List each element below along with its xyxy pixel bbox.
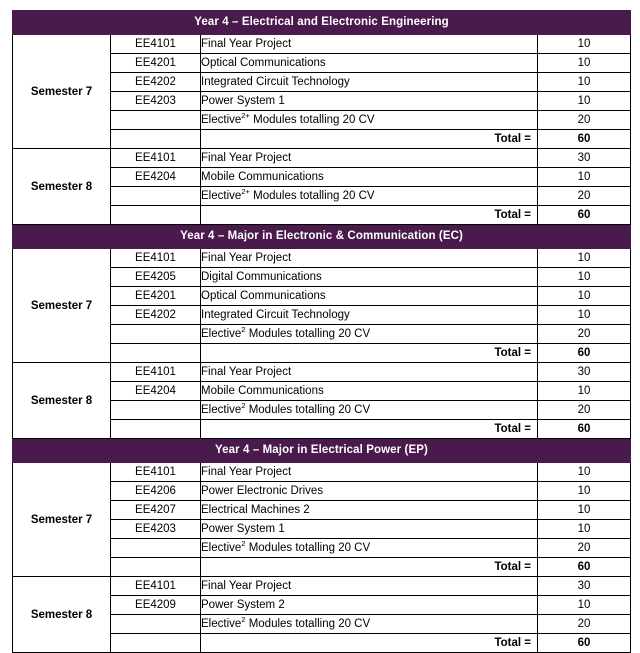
module-title xyxy=(201,73,538,92)
module-title xyxy=(201,596,538,615)
module-title-text: Final Year Project xyxy=(201,152,292,164)
total-row-code-spacer xyxy=(111,344,201,363)
module-credit-value: 20 xyxy=(538,111,631,130)
module-title-tail: Modules totalling 20 CV xyxy=(245,328,371,340)
module-code: EE4209 xyxy=(111,596,201,615)
module-title-text: Optical Communications xyxy=(201,290,326,302)
semester-label: Semester 7 xyxy=(13,463,111,577)
module-title-text: Integrated Circuit Technology xyxy=(201,76,350,88)
total-row-code-spacer xyxy=(111,634,201,653)
module-title xyxy=(201,187,538,206)
total-row-code-spacer xyxy=(111,558,201,577)
module-title xyxy=(201,249,538,268)
module-title-superscript: 2 xyxy=(241,539,246,549)
module-credit-value: 10 xyxy=(538,463,631,482)
module-credit-value: 10 xyxy=(538,168,631,187)
module-credit-value: 10 xyxy=(538,482,631,501)
module-credit-value: 10 xyxy=(538,382,631,401)
module-credit-value: 10 xyxy=(538,596,631,615)
module-title xyxy=(201,325,538,344)
module-code: EE4204 xyxy=(111,382,201,401)
curriculum-table-body xyxy=(13,11,631,653)
module-code: EE4202 xyxy=(111,306,201,325)
table-row xyxy=(13,35,631,54)
module-credit-value: 30 xyxy=(538,577,631,596)
module-title xyxy=(201,92,538,111)
module-title-superscript: 2 xyxy=(241,325,246,335)
semester-label: Semester 8 xyxy=(13,149,111,225)
module-code xyxy=(111,401,201,420)
module-title xyxy=(201,111,538,130)
module-title-superscript: 2 xyxy=(241,615,246,625)
module-code xyxy=(111,325,201,344)
total-credit-value: 60 xyxy=(538,634,631,653)
module-title-text: Digital Communications xyxy=(201,271,322,283)
module-credit-value: 20 xyxy=(538,401,631,420)
module-title xyxy=(201,482,538,501)
module-title xyxy=(201,306,538,325)
module-code: EE4203 xyxy=(111,520,201,539)
module-title xyxy=(201,35,538,54)
module-title xyxy=(201,463,538,482)
module-title-superscript: 2 xyxy=(241,401,246,411)
module-credit-value: 30 xyxy=(538,149,631,168)
module-title xyxy=(201,501,538,520)
module-code xyxy=(111,615,201,634)
module-credit-value: 10 xyxy=(538,268,631,287)
module-code: EE4207 xyxy=(111,501,201,520)
module-title-superscript: 2+ xyxy=(241,111,250,121)
curriculum-tables-container xyxy=(12,10,630,653)
module-title-text: Elective xyxy=(201,190,242,202)
module-credit-value: 10 xyxy=(538,54,631,73)
module-credit-value: 20 xyxy=(538,615,631,634)
semester-label: Semester 8 xyxy=(13,577,111,653)
total-credit-value: 60 xyxy=(538,420,631,439)
module-credit-value: 30 xyxy=(538,363,631,382)
module-title-tail: Modules totalling 20 CV xyxy=(245,404,371,416)
module-title xyxy=(201,401,538,420)
total-label: Total = xyxy=(201,206,538,225)
module-code: EE4201 xyxy=(111,287,201,306)
module-code: EE4101 xyxy=(111,35,201,54)
module-title-text: Mobile Communications xyxy=(201,385,324,397)
module-title-text: Elective xyxy=(201,328,242,340)
module-title-text: Final Year Project xyxy=(201,366,292,378)
module-title-text: Final Year Project xyxy=(201,38,292,50)
total-label: Total = xyxy=(201,344,538,363)
section-header-title: Year 4 – Electrical and Electronic Engineering xyxy=(13,11,631,35)
module-code: EE4101 xyxy=(111,249,201,268)
module-title xyxy=(201,268,538,287)
module-title xyxy=(201,168,538,187)
section-header-title: Year 4 – Major in Electrical Power (EP) xyxy=(13,439,631,463)
section-header-title: Year 4 – Major in Electronic & Communication (EC) xyxy=(13,225,631,249)
module-title xyxy=(201,363,538,382)
module-title-text: Electrical Machines 2 xyxy=(201,504,310,516)
semester-label: Semester 7 xyxy=(13,249,111,363)
module-title xyxy=(201,539,538,558)
table-row xyxy=(13,363,631,382)
total-row-code-spacer xyxy=(111,420,201,439)
total-label: Total = xyxy=(201,558,538,577)
table-row xyxy=(13,149,631,168)
module-code: EE4204 xyxy=(111,168,201,187)
total-credit-value: 60 xyxy=(538,130,631,149)
total-credit-value: 60 xyxy=(538,344,631,363)
module-code: EE4203 xyxy=(111,92,201,111)
total-credit-value: 60 xyxy=(538,558,631,577)
curriculum-table xyxy=(12,10,631,653)
module-title-text: Optical Communications xyxy=(201,57,326,69)
module-title-text: Elective xyxy=(201,404,242,416)
module-title-text: Mobile Communications xyxy=(201,171,324,183)
section-header-row xyxy=(13,11,631,35)
table-row xyxy=(13,577,631,596)
section-header-row xyxy=(13,439,631,463)
module-title-text: Elective xyxy=(201,618,242,630)
module-code: EE4202 xyxy=(111,73,201,92)
module-code xyxy=(111,539,201,558)
module-code: EE4201 xyxy=(111,54,201,73)
semester-label: Semester 8 xyxy=(13,363,111,439)
module-title-tail: Modules totalling 20 CV xyxy=(245,618,371,630)
module-credit-value: 10 xyxy=(538,520,631,539)
module-title xyxy=(201,615,538,634)
module-title-text: Power Electronic Drives xyxy=(201,485,324,497)
module-title-text: Power System 1 xyxy=(201,95,285,107)
module-credit-value: 10 xyxy=(538,35,631,54)
module-title-text: Final Year Project xyxy=(201,466,292,478)
module-credit-value: 20 xyxy=(538,187,631,206)
module-title-text: Elective xyxy=(201,114,242,126)
table-row xyxy=(13,249,631,268)
module-credit-value: 10 xyxy=(538,287,631,306)
total-row-code-spacer xyxy=(111,130,201,149)
module-title-superscript: 2+ xyxy=(241,187,250,197)
section-header-row xyxy=(13,225,631,249)
total-label: Total = xyxy=(201,420,538,439)
module-title xyxy=(201,520,538,539)
module-code: EE4205 xyxy=(111,268,201,287)
module-title-text: Elective xyxy=(201,542,242,554)
module-credit-value: 10 xyxy=(538,92,631,111)
module-code: EE4101 xyxy=(111,463,201,482)
semester-label: Semester 7 xyxy=(13,35,111,149)
table-row xyxy=(13,463,631,482)
module-title-text: Integrated Circuit Technology xyxy=(201,309,350,321)
module-title xyxy=(201,287,538,306)
module-title-text: Power System 2 xyxy=(201,599,285,611)
module-credit-value: 10 xyxy=(538,73,631,92)
module-credit-value: 20 xyxy=(538,325,631,344)
module-title xyxy=(201,54,538,73)
total-label: Total = xyxy=(201,130,538,149)
module-code xyxy=(111,111,201,130)
module-title xyxy=(201,382,538,401)
total-credit-value: 60 xyxy=(538,206,631,225)
module-credit-value: 10 xyxy=(538,249,631,268)
module-title-text: Final Year Project xyxy=(201,252,292,264)
module-code: EE4101 xyxy=(111,577,201,596)
module-code xyxy=(111,187,201,206)
module-credit-value: 10 xyxy=(538,501,631,520)
module-title-tail: Modules totalling 20 CV xyxy=(245,542,371,554)
module-code: EE4206 xyxy=(111,482,201,501)
module-title-text: Power System 1 xyxy=(201,523,285,535)
module-title-text: Final Year Project xyxy=(201,580,292,592)
module-code: EE4101 xyxy=(111,363,201,382)
module-credit-value: 20 xyxy=(538,539,631,558)
module-code: EE4101 xyxy=(111,149,201,168)
total-row-code-spacer xyxy=(111,206,201,225)
module-title xyxy=(201,149,538,168)
module-title-tail: Modules totalling 20 CV xyxy=(249,190,375,202)
module-title xyxy=(201,577,538,596)
total-label: Total = xyxy=(201,634,538,653)
module-title-tail: Modules totalling 20 CV xyxy=(249,114,375,126)
module-credit-value: 10 xyxy=(538,306,631,325)
